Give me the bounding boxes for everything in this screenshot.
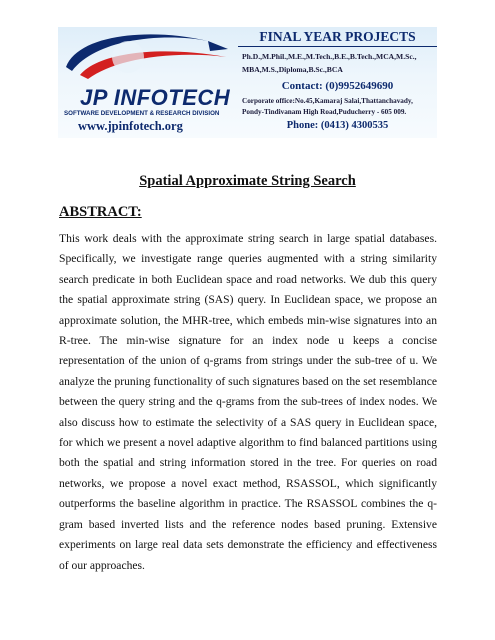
heading-divider [238,46,437,47]
phone-number: Phone: (0413) 4300535 [286,120,389,131]
office-address [242,96,437,118]
logo-area [58,27,238,138]
website-link[interactable]: www.jpinfotech.org [78,119,183,133]
logo-tagline: SOFTWARE DEVELOPMENT & RESEARCH DIVISION [64,110,220,117]
logo-name: JP INFOTECH [80,85,231,110]
banner-info [238,27,437,138]
abstract-body: This work deals with the approximate string search in large spatial databases. Specifically, we investigate range queries augmented with a string similarity search predicate in both Euclidean space and road networks. We dub this query the spatial approximate string (SAS) query. In Euclidean space, we propose an approximate solution, the MHR-tree, which embeds min-wise signatures into an R-tree. The min-wise signature for an index node u keeps a concise representation of the union of q-grams from strings under the sub-tree of u. We analyze the pruning functionality of such signatures based on the set resemblance between the query string and the q-grams from the sub-trees of index nodes. We also discuss how to estimate the selectivity of a SAS query in Euclidean space, for which we present a novel adaptive algorithm to find balanced partitions using both the spatial and string information stored in the tree. For queries on road networks, we propose a novel exact method, RSASSOL, which significantly outperforms the baseline algorithm in practice. The RSASSOL combines the q-gram based inverted lists and the reference nodes based pruning. Extensive experiments on large real data sets demonstrate the efficiency and effectiveness of our approaches. [59,232,437,572]
address-line-2: Pondy-Tindivanam High Road,Puducherry - 605 009. [242,108,407,116]
address-line-1: Corporate office:No.45,Kamaraj Salai,Thattanchavady, [242,97,413,105]
degrees-line-2: MBA,M.S.,Diploma,B.Sc.,BCA [242,65,343,74]
banner-heading: FINAL YEAR PROJECTS [259,29,416,44]
header-banner [58,27,437,138]
contact-number: Contact: (0)9952649690 [281,80,394,92]
degrees-list [242,50,435,76]
degrees-line-1: Ph.D.,M.Phil.,M.E.,M.Tech.,B.E.,B.Tech.,MCA,M.Sc., [242,52,417,61]
abstract-heading: ABSTRACT: [59,204,142,220]
document-title: Spatial Approximate String Search [139,173,356,189]
